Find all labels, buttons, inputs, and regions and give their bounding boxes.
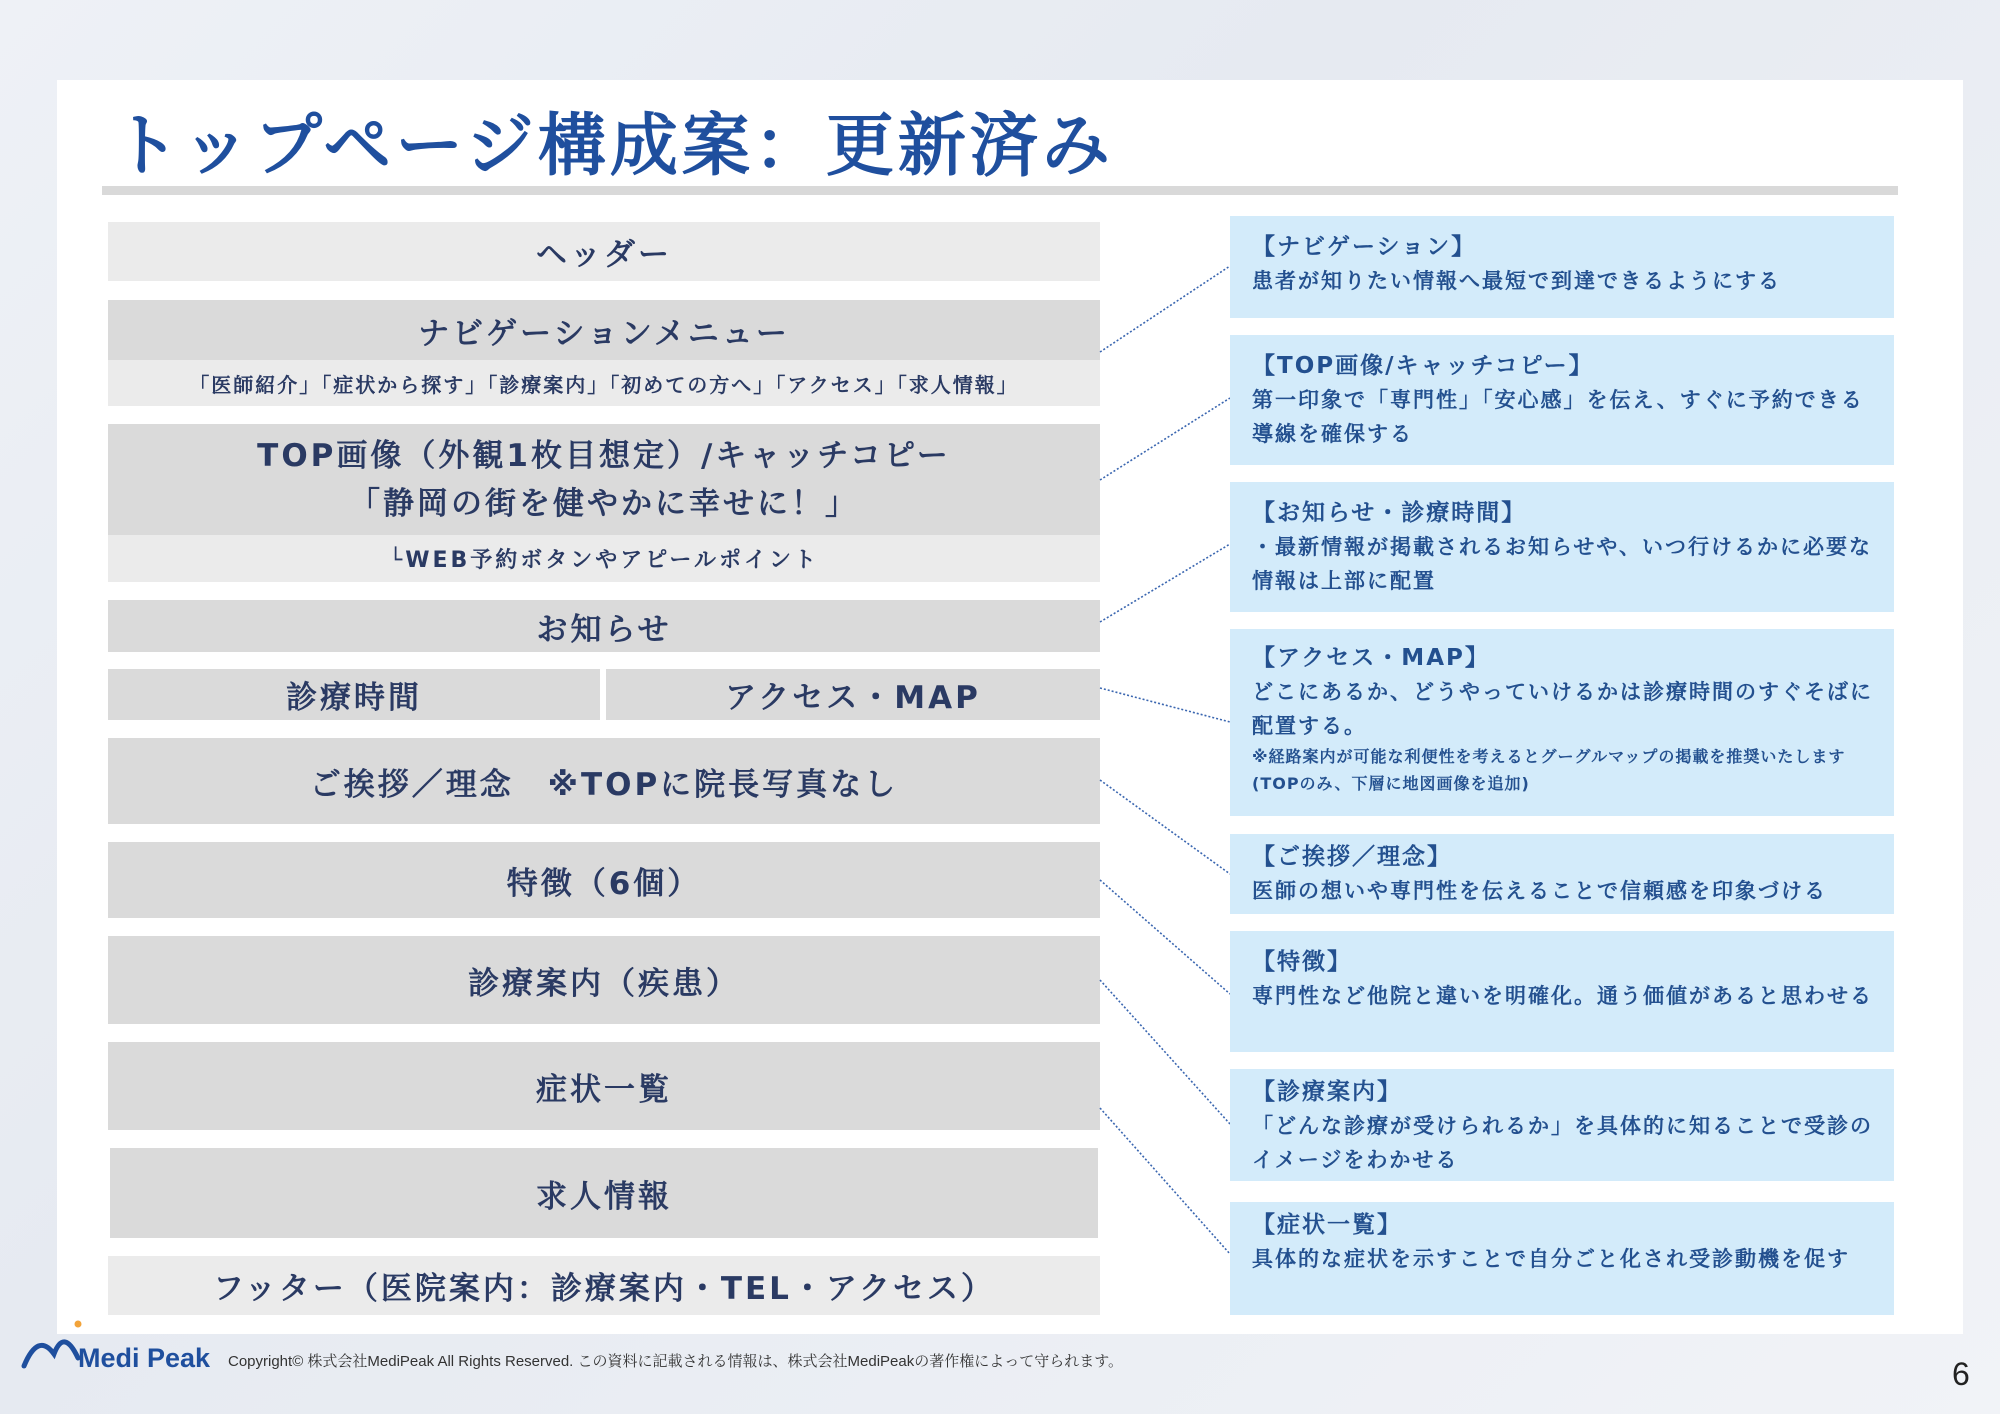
medipeak-logo-text: Medi Peak <box>78 1343 211 1373</box>
annotation-heading: 【アクセス・MAP】 <box>1252 645 1490 671</box>
annotation-heading: 【特徴】 <box>1252 949 1352 975</box>
connector-top-image <box>1100 398 1230 480</box>
block-recruit: 求人情報 <box>110 1148 1098 1238</box>
annotation-symptoms <box>1230 1202 1894 1315</box>
annotation-heading: 【お知らせ・診療時間】 <box>1252 500 1527 526</box>
annotation-body: 医師の想いや専門性を伝えることで信頼感を印象づける <box>1252 879 1827 903</box>
annotation-features <box>1230 931 1894 1052</box>
connector-news <box>1100 544 1230 622</box>
block-features: 特徴（6個） <box>108 842 1100 918</box>
page-title: トップページ構成案：更新済み <box>112 107 1114 186</box>
annotation-heading: 【ナビゲーション】 <box>1252 234 1477 260</box>
block-nav-items: 「医師紹介」「症状から探す」「診療案内」「初めての方へ」「アクセス」「求人情報」 <box>108 360 1100 406</box>
block-symptoms: 症状一覧 <box>108 1042 1100 1130</box>
annotation-heading: 【ご挨拶／理念】 <box>1252 844 1452 870</box>
annotation-heading: 【TOP画像/キャッチコピー】 <box>1252 353 1594 379</box>
annotation-heading: 【診療案内】 <box>1252 1079 1402 1105</box>
top-image-title: TOP画像（外観1枚目想定）/キャッチコピー <box>257 437 951 474</box>
annotation-body: 「どんな診療が受けられるか」を具体的に知ることで受診のイメージをわかせる <box>1252 1114 1873 1172</box>
block-top-image-sub: └WEB予約ボタンやアピールポイント <box>108 535 1100 582</box>
connector-nav <box>1100 266 1230 352</box>
annotation-heading: 【症状一覧】 <box>1252 1212 1402 1238</box>
block-hours: 診療時間 <box>108 669 600 720</box>
connector-features <box>1100 880 1230 994</box>
annotation-services <box>1230 1069 1894 1181</box>
block-news: お知らせ <box>108 600 1100 652</box>
page-number: 6 <box>1952 1356 1970 1392</box>
annotation-body: 患者が知りたい情報へ最短で到達できるようにする <box>1252 269 1781 293</box>
annotation-access <box>1230 629 1894 816</box>
annotation-note: ※経路案内が可能な利便性を考えるとグーグルマップの掲載を推奨いたします(TOPのみ、下層に地図画像を追加) <box>1252 747 1846 793</box>
block-access: アクセス・MAP <box>606 669 1100 720</box>
block-nav-menu: ナビゲーションメニュー <box>108 300 1100 360</box>
annotation-body: ・最新情報が掲載されるお知らせや、いつ行けるかに必要な情報は上部に配置 <box>1252 535 1872 593</box>
connector-greeting <box>1100 780 1230 874</box>
annotation-body: 具体的な症状を示すことで自分ごと化され受診動機を促す <box>1252 1247 1850 1271</box>
block-header: ヘッダー <box>108 222 1100 281</box>
annotation-greeting <box>1230 834 1894 914</box>
annotation-body: 第一印象で「専門性」「安心感」を伝え、すぐに予約できる導線を確保する <box>1252 388 1864 446</box>
annotation-top-image <box>1230 335 1894 465</box>
block-greeting: ご挨拶／理念 ※TOPに院長写真なし <box>108 738 1100 824</box>
annotation-body: 専門性など他院と違いを明確化。通う価値があると思わせる <box>1252 984 1873 1008</box>
connector-services <box>1100 980 1230 1124</box>
catch-copy: 「静岡の街を健やかに幸せに！」 <box>349 485 859 522</box>
connector-symptoms <box>1100 1108 1230 1254</box>
block-services: 診療案内（疾患） <box>108 936 1100 1024</box>
block-footer: フッター（医院案内：診療案内・TEL・アクセス） <box>108 1256 1100 1315</box>
annotation-body: どこにあるか、どうやっていけるかは診療時間のすぐそばに配置する。 <box>1252 680 1873 738</box>
copyright-text: Copyright© 株式会社MediPeak All Rights Reserved. この資料に記載される情報は、株式会社MediPeakの著作権によって守られます。 <box>228 1353 1124 1370</box>
annotation-news-hours <box>1230 482 1894 612</box>
connector-access <box>1100 688 1230 722</box>
annotation-navigation <box>1230 216 1894 318</box>
